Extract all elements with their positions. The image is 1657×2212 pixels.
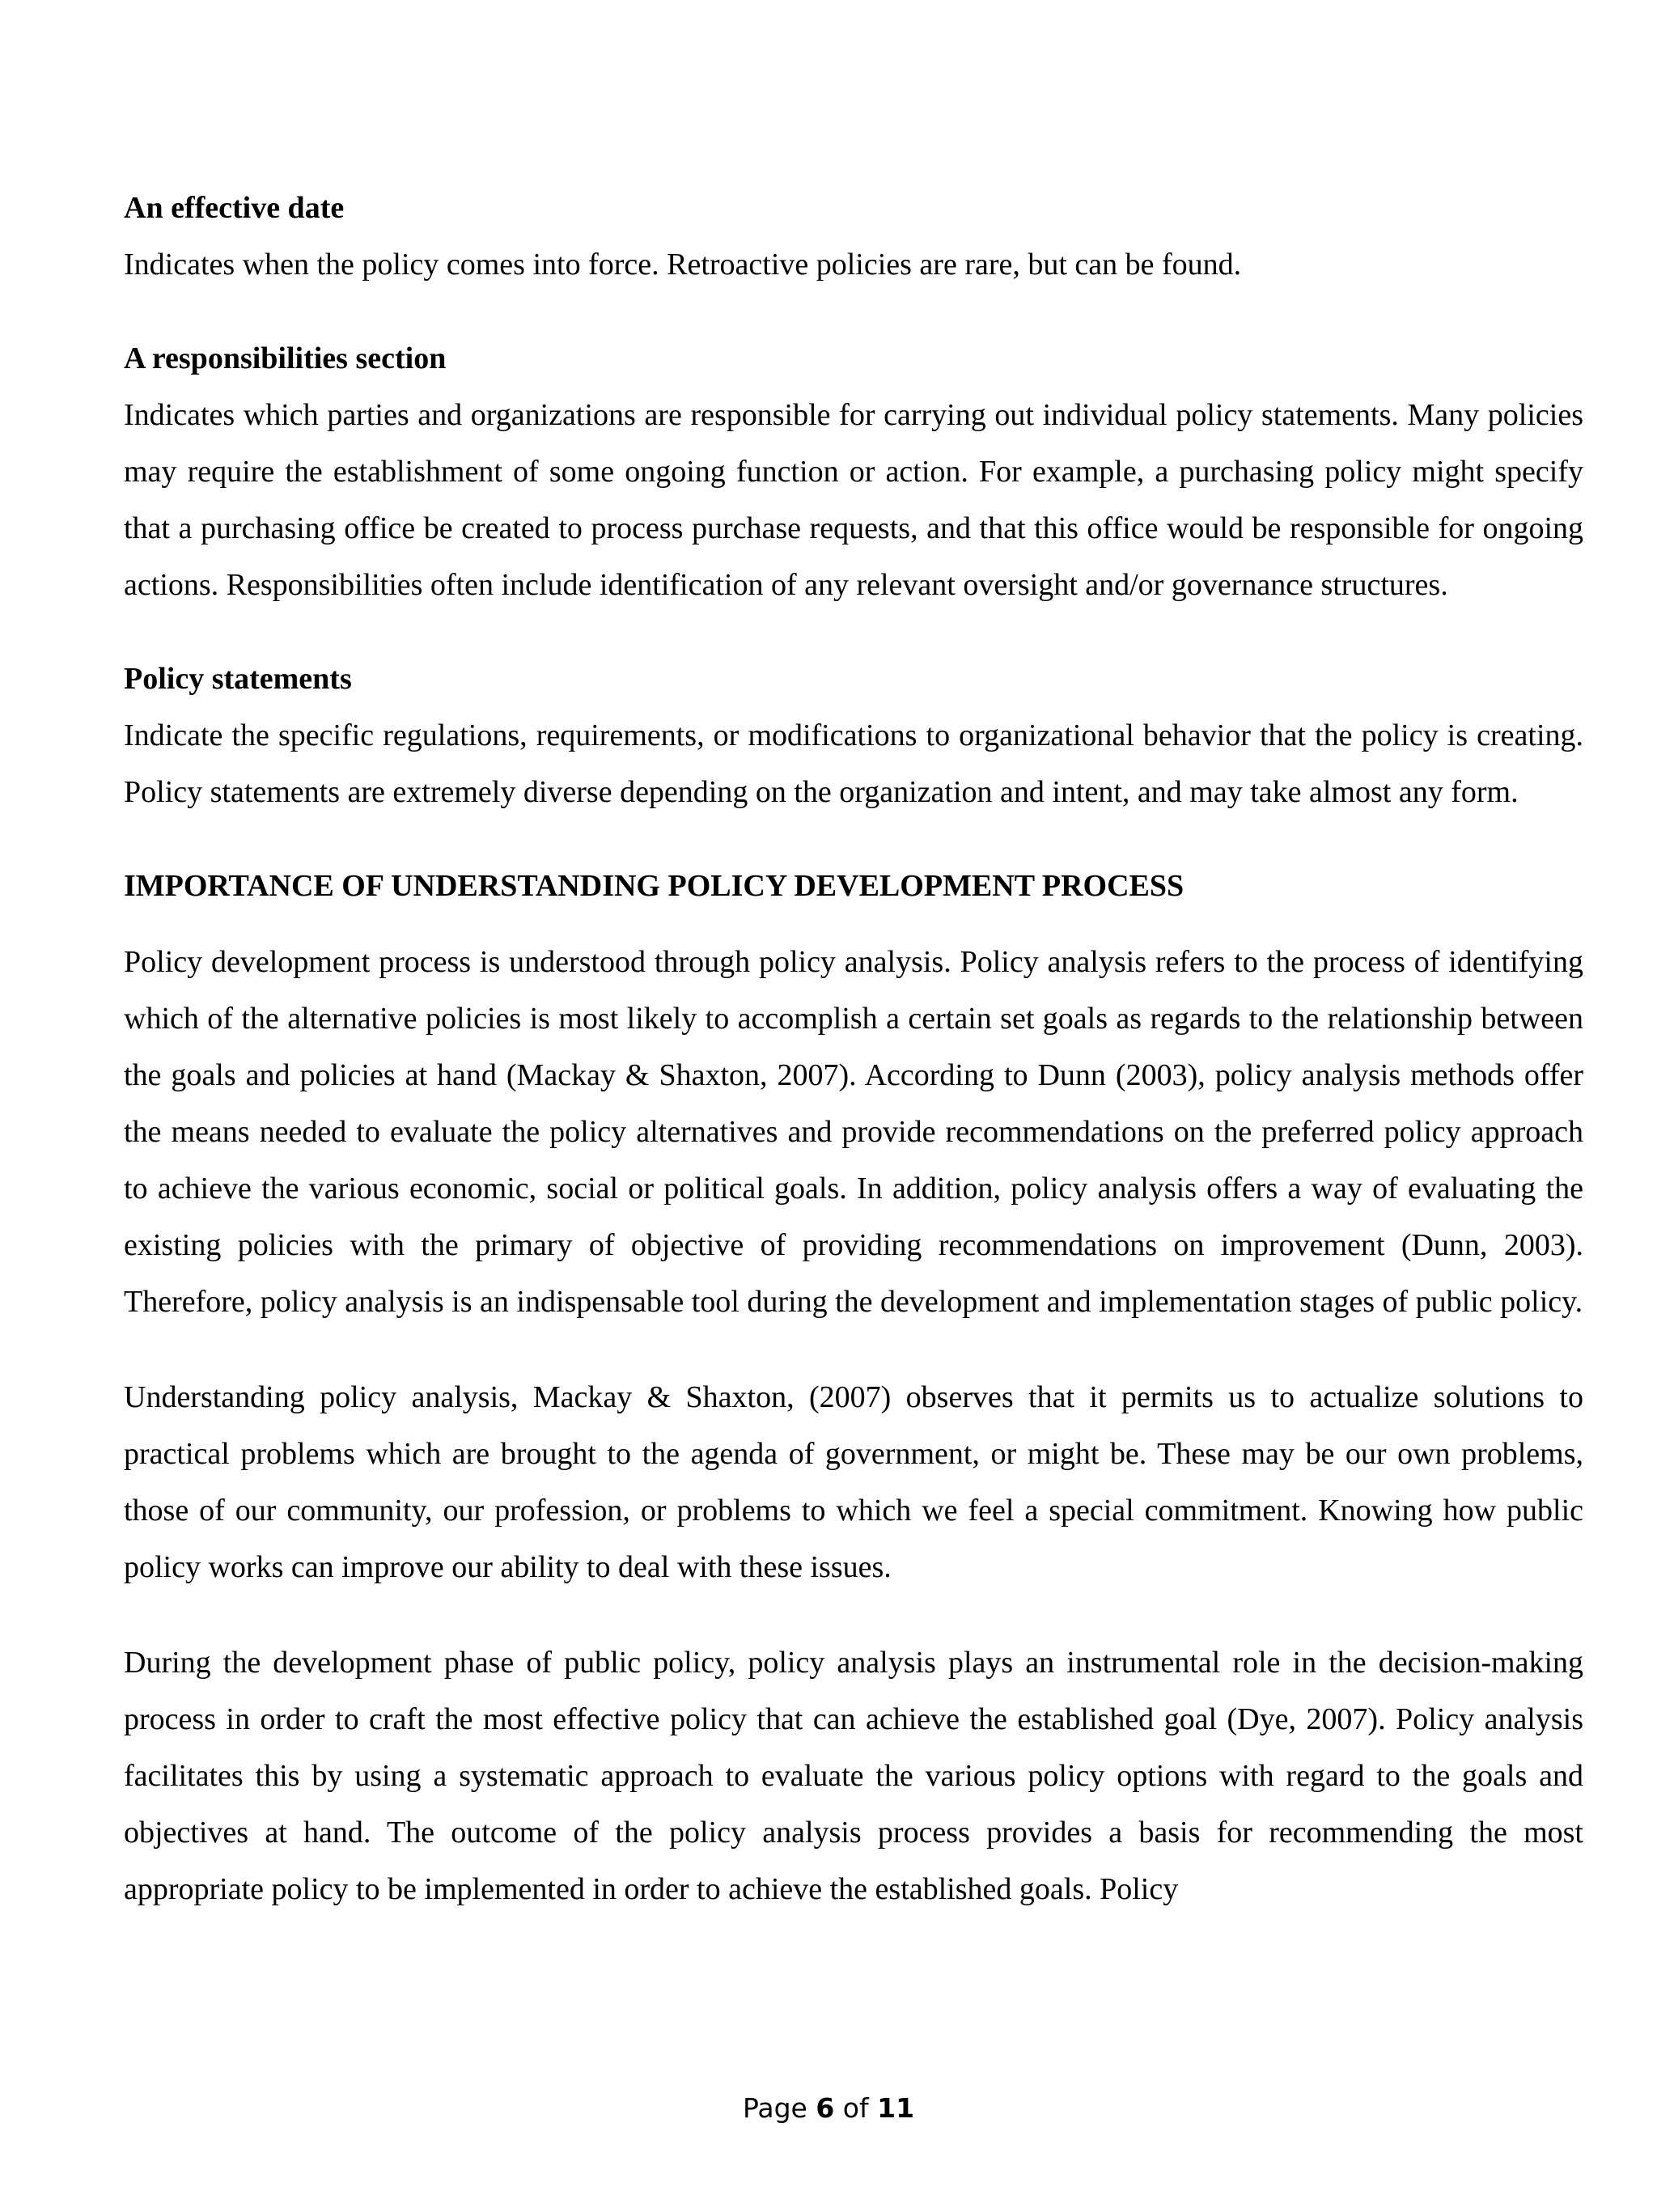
paragraph-importance-2: Understanding policy analysis, Mackay & Shaxton, (2007) observes that it permits us to actualize solutions to practical problems which are brought to the agenda of government, or might be. These may be our own problems, those of our community, our profession, or problems to which we feel a special commitment. Knowing how public policy works can improve our ability to deal with these issues. (124, 1380, 1583, 1584)
document-page (124, 180, 1583, 1917)
paragraph-effective-date: Indicates when the policy comes into force. Retroactive policies are rare, but can be found. (124, 248, 1242, 282)
page-label: Page (742, 2092, 816, 2124)
spacer (124, 1595, 1583, 1634)
section-heading-policy-statements: Policy statements (124, 662, 352, 696)
spacer (124, 820, 1583, 858)
page-of-label: of (834, 2092, 878, 2124)
section-heading-responsibilities: A responsibilities section (124, 341, 447, 375)
page-footer (0, 2089, 1657, 2128)
spacer (124, 293, 1583, 330)
paragraph-responsibilities: Indicates which parties and organizations are responsible for carrying out individual policy statements. Many policies may require the establishment of some ongoing function or action. For example, a purchasing policy might specify that a purchasing office be created to process purchase requests, and that this office would be responsible for ongoing actions. Responsibilities often include identification of any relevant oversight and/or governance structures. (124, 398, 1583, 602)
paragraph-importance-1: Policy development process is understood through policy analysis. Policy analysis refers to the process of identifying which of the alternative policies is most likely to accomplish a certain set goals as regards to the relationship between the goals and policies at hand (Mackay & Shaxton, 2007). According to Dunn (2003), policy analysis methods offer the means needed to evaluate the policy alternatives and provide recommendations on the preferred policy approach to achieve the various economic, social or political goals. In addition, policy analysis offers a way of evaluating the existing policies with the primary of objective of providing recommendations on improvement (Dunn, 2003). Therefore, policy analysis is an indispensable tool during the development and implementation stages of public policy. (124, 945, 1583, 1319)
total-page-count: 11 (877, 2092, 915, 2124)
paragraph-importance-3: During the development phase of public policy, policy analysis plays an instrumental role in the decision-making process in order to craft the most effective policy that can achieve the established goal (Dye, 2007). Policy analysis facilitates this by using a systematic approach to evaluate the various policy options with regard to the goals and objectives at hand. The outcome of the policy analysis process provides a basis for recommending the most appropriate policy to be implemented in order to achieve the established goals. Policy (124, 1646, 1583, 1906)
spacer (124, 1330, 1583, 1369)
spacer (124, 613, 1583, 650)
current-page-number: 6 (816, 2092, 835, 2124)
section-heading-effective-date: An effective date (124, 191, 345, 225)
paragraph-policy-statements: Indicate the specific regulations, requirements, or modifications to organizational behavior that the policy is creating. Policy statements are extremely diverse depending on the organization and intent, and may take almost any form. (124, 718, 1583, 809)
section-heading-importance: IMPORTANCE OF UNDERSTANDING POLICY DEVELOPMENT PROCESS (124, 869, 1184, 903)
